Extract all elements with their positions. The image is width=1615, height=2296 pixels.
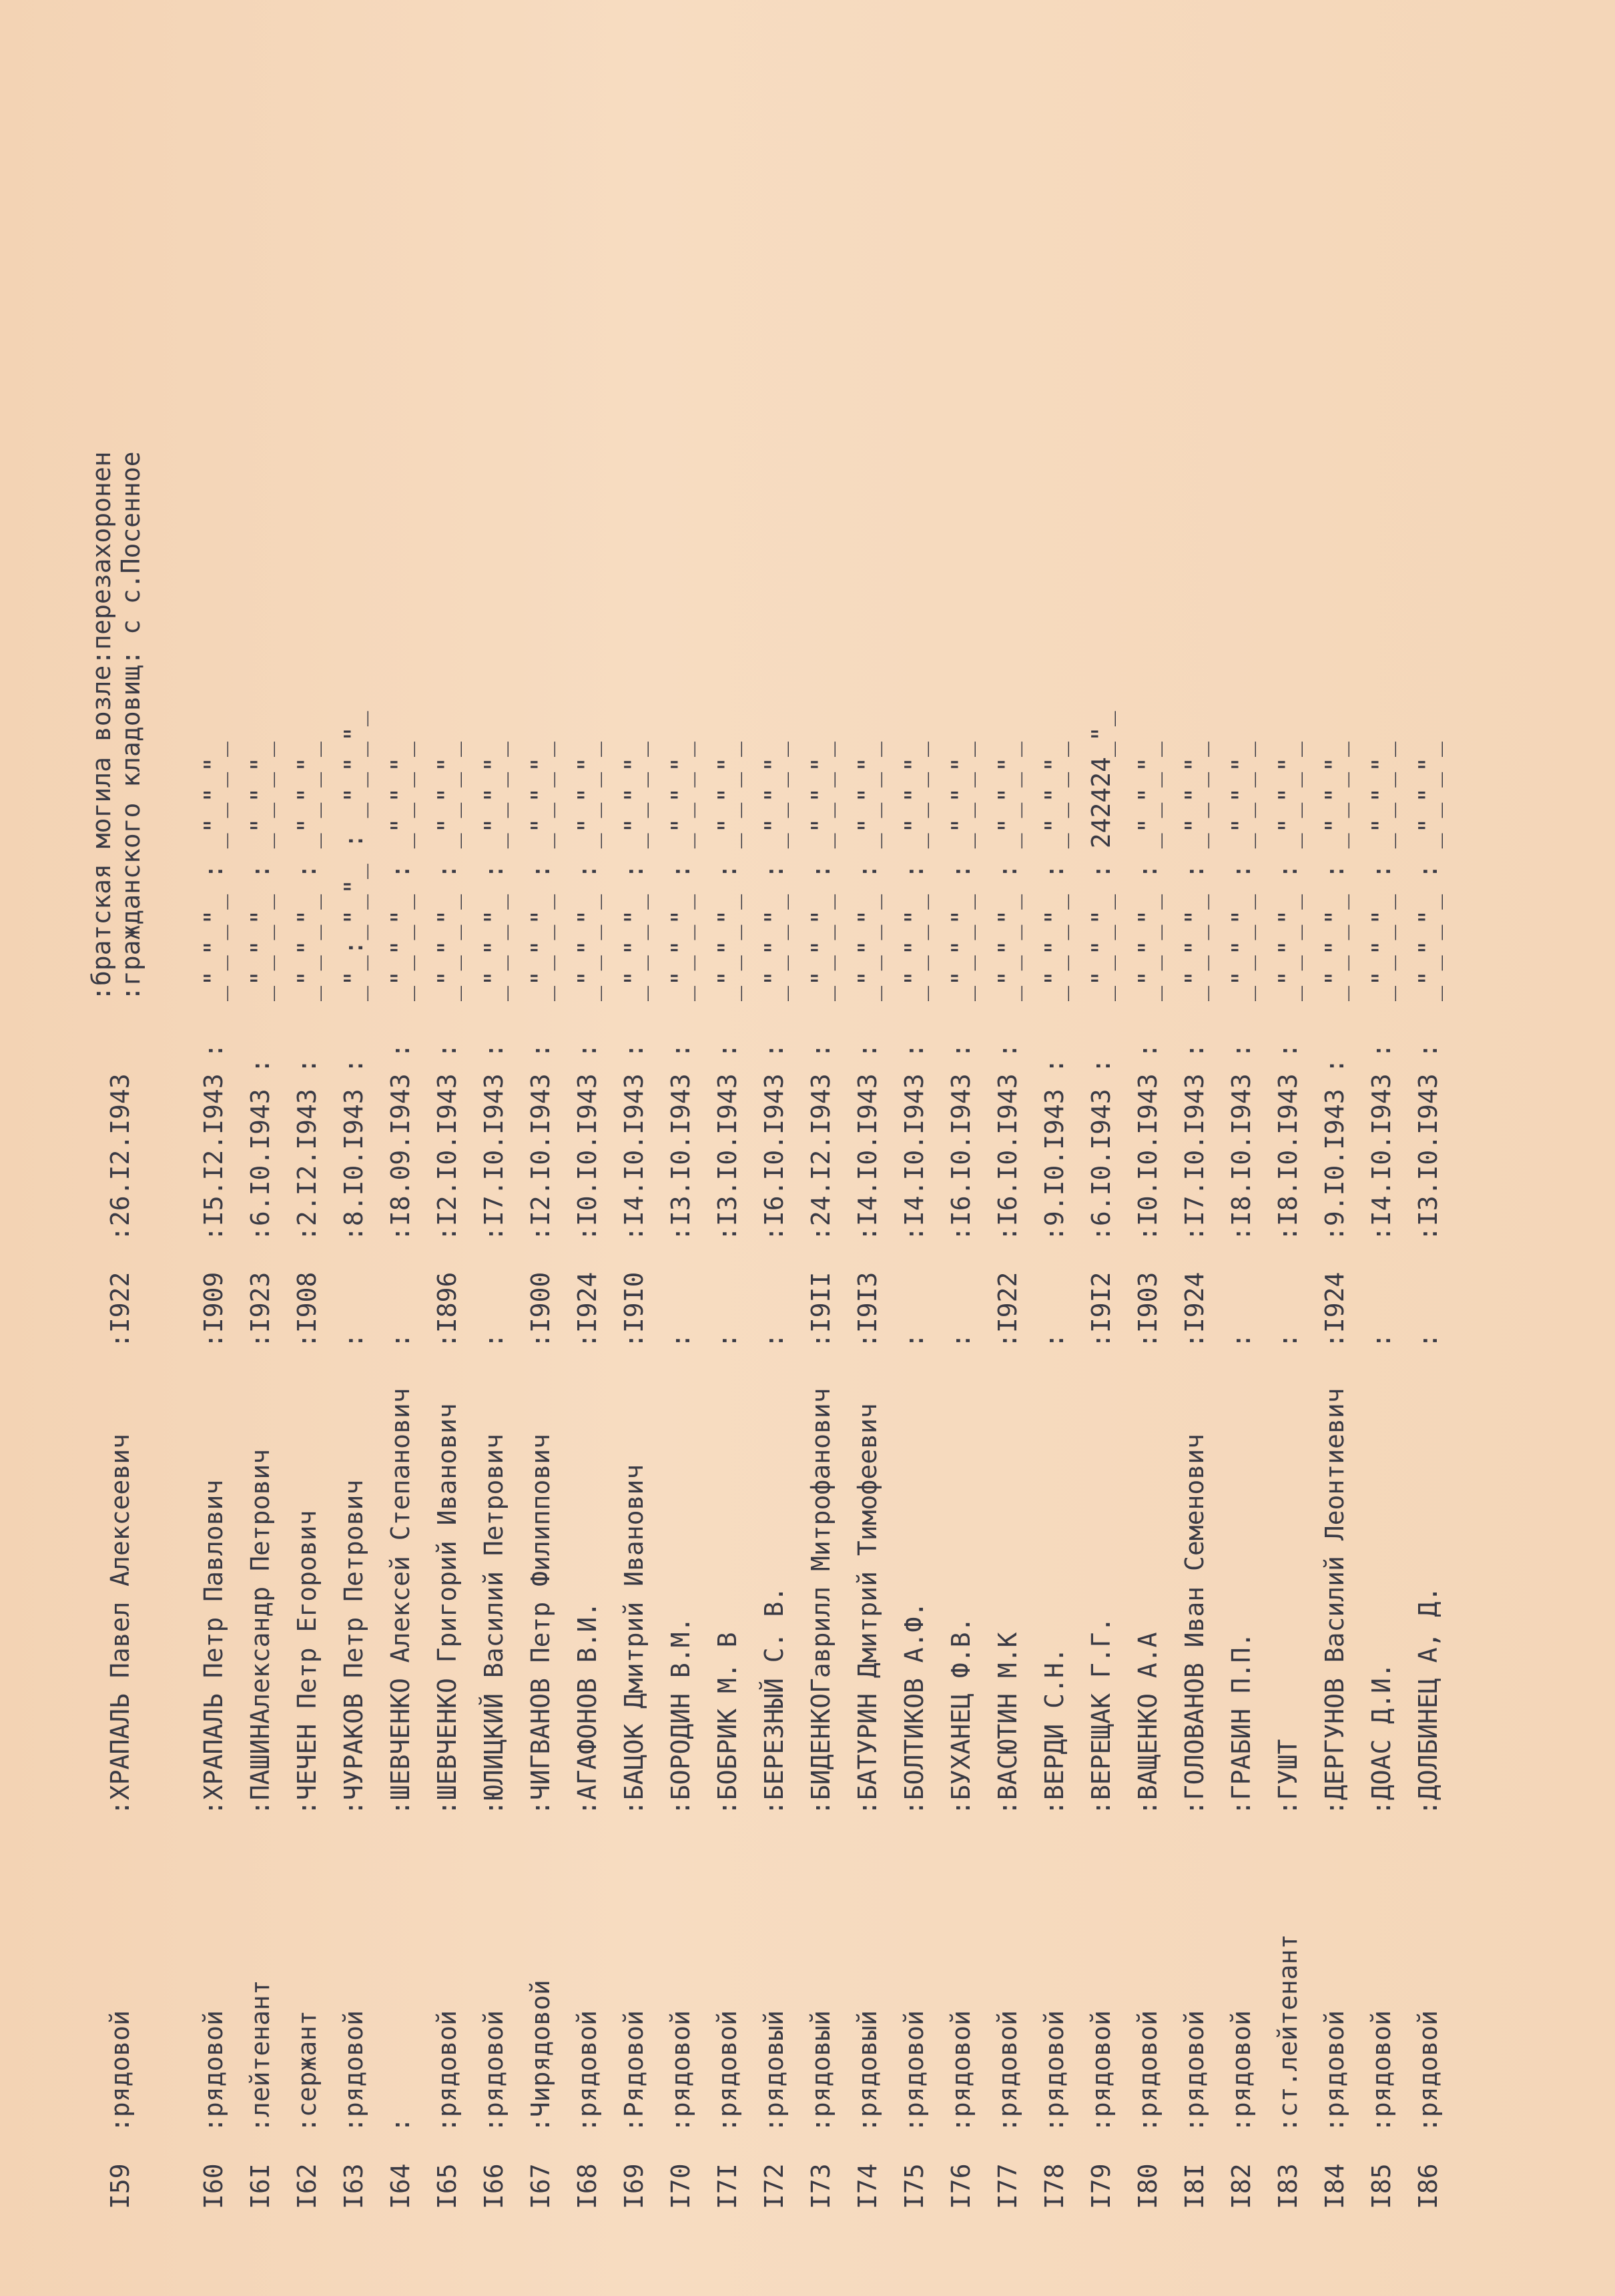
full-name: :АГАФОНОВ В.И. xyxy=(573,1601,602,1815)
birth-year: : xyxy=(386,1333,415,1348)
burial-place: _"_"_"_ : _"_"_"_ xyxy=(713,742,742,1001)
rank: :рядовой xyxy=(1367,2010,1396,2132)
table-row xyxy=(941,0,981,2296)
entry-number: I74 xyxy=(853,2163,882,2209)
birth-year: :I922 xyxy=(105,1271,135,1348)
table-row xyxy=(707,0,747,2296)
table-row xyxy=(334,0,374,2296)
death-date: :I5.I2.I943 : xyxy=(199,1043,228,1241)
death-date: :6.I0.I943 : xyxy=(1086,1058,1116,1241)
death-date: :9.I0.I943 : xyxy=(1040,1058,1069,1241)
full-name: :ДОАС Д.И. xyxy=(1367,1663,1396,1815)
entry-number: I70 xyxy=(666,2163,695,2209)
entry-number: I72 xyxy=(759,2163,789,2209)
table-row xyxy=(521,0,561,2296)
death-date: :I6.I0.I943 : xyxy=(946,1043,976,1241)
burial-place: _"_"_"_ : _"_"_"_ xyxy=(526,742,555,1001)
full-name: :БОБРИК М. В xyxy=(713,1632,742,1815)
table-row xyxy=(567,0,607,2296)
full-name: :ЧИГВАНОВ Петр Филиппович xyxy=(526,1434,555,1815)
burial-place: _"_"_"_ : _"_"_"_ xyxy=(386,742,415,1001)
entry-number: I62 xyxy=(292,2163,322,2209)
table-row xyxy=(848,0,888,2296)
rank: : xyxy=(386,2117,415,2132)
table-row xyxy=(1175,0,1215,2296)
full-name: :БАТУРИН Дмитрий Тимофеевич xyxy=(853,1403,882,1815)
entry-number: I63 xyxy=(339,2163,368,2209)
entry-number: I64 xyxy=(386,2163,415,2209)
full-name: :БАЦОК Дмитрий Иванович xyxy=(619,1464,649,1815)
death-date: :I2.I0.I943 : xyxy=(526,1043,555,1241)
table-row xyxy=(894,0,934,2296)
birth-year: : xyxy=(339,1333,368,1348)
table-row xyxy=(801,0,841,2296)
death-date: :I0.I0.I943 : xyxy=(1133,1043,1163,1241)
table-row xyxy=(240,0,280,2296)
death-date: :24.I2.I943 : xyxy=(806,1043,836,1241)
birth-year: : xyxy=(759,1333,789,1348)
death-date: :2.I2.I943 : xyxy=(292,1058,322,1241)
rank: :рядовой xyxy=(1227,2010,1256,2132)
burial-place: _"_"_"_ : _"_"_"_ xyxy=(993,742,1022,1001)
entry-number: I65 xyxy=(432,2163,462,2209)
table-row xyxy=(1034,0,1074,2296)
burial-place: _"_:_"_"_ : _"_"_"_ xyxy=(339,711,368,1001)
death-date: :I7.I0.I943 : xyxy=(479,1043,509,1241)
entry-number: I75 xyxy=(900,2163,929,2209)
burial-place: _"_"_"_ : _"_"_"_ xyxy=(759,742,789,1001)
death-date: :I0.I0.I943 : xyxy=(573,1043,602,1241)
full-name: :ШЕВЧЕНКО Григорий Иванович xyxy=(432,1403,462,1815)
birth-year: : xyxy=(1040,1333,1069,1348)
burial-place: _"_"_"_ : _"_"_"_ xyxy=(573,742,602,1001)
burial-place: _"_"_"_ : _"_"_"_ xyxy=(1180,742,1209,1001)
birth-year: :I909 xyxy=(199,1271,228,1348)
entry-number: I6I xyxy=(246,2163,275,2209)
death-date: :I7.I0.I943 : xyxy=(1180,1043,1209,1241)
birth-year: :I9I0 xyxy=(619,1271,649,1348)
death-date: :26.I2.I943 xyxy=(105,1073,135,1241)
entry-number: I86 xyxy=(1413,2163,1443,2209)
death-date: :I4.I0.I943 : xyxy=(1367,1043,1396,1241)
full-name: :ЧЕЧЕН Петр Егорович xyxy=(292,1510,322,1815)
rank: :рядовый xyxy=(806,2010,836,2132)
entry-number: I76 xyxy=(946,2163,976,2209)
entry-number: I84 xyxy=(1320,2163,1349,2209)
full-name: :ДОЛБИНЕЦ А, Д. xyxy=(1413,1586,1443,1815)
burial-place: _"_"_"_ : _"_"_"_ xyxy=(1040,742,1069,1001)
burial-place: _"_"_"_ : _"_"_"_ xyxy=(1133,742,1163,1001)
full-name: :ГУШТ xyxy=(1273,1739,1303,1815)
rank: :рядовой xyxy=(1133,2010,1163,2132)
table-row xyxy=(1315,0,1355,2296)
birth-year: :I9I3 xyxy=(853,1271,882,1348)
entry-number: I85 xyxy=(1367,2163,1396,2209)
full-name: :БЕРЕЗНЫЙ С. В. xyxy=(759,1586,789,1815)
entry-number: I59 xyxy=(105,2163,135,2209)
rank: :рядовой xyxy=(1320,2010,1349,2132)
table-row xyxy=(988,0,1028,2296)
rank: :рядовой xyxy=(432,2010,462,2132)
table-row xyxy=(754,0,794,2296)
birth-year: : xyxy=(946,1333,976,1348)
burial-place: _"_"_"_ : _"_"_"_ xyxy=(666,742,695,1001)
death-date: :I3.I0.I943 : xyxy=(666,1043,695,1241)
table-row xyxy=(614,0,654,2296)
full-name: :БОЛТИКОВ А.Ф. xyxy=(900,1601,929,1815)
death-date: :6.I0.I943 : xyxy=(246,1058,275,1241)
full-name: :ЮЛИЦКИЙ Василий Петрович xyxy=(479,1434,509,1815)
entry-number: I69 xyxy=(619,2163,649,2209)
full-name: :ВАЩЕНКО А.А xyxy=(1133,1632,1163,1815)
death-date: :I2.I0.I943 : xyxy=(432,1043,462,1241)
full-name: :ДЕРГУНОВ Василий Леонтиевич xyxy=(1320,1388,1349,1815)
birth-year: :I924 xyxy=(573,1271,602,1348)
full-name: :ШЕВЧЕНКО Алексей Степанович xyxy=(386,1388,415,1815)
rank: :сержант xyxy=(292,2010,322,2132)
birth-year: : xyxy=(1227,1333,1256,1348)
rank: :рядовой xyxy=(339,2010,368,2132)
birth-year: :I903 xyxy=(1133,1271,1163,1348)
birth-year: :I922 xyxy=(993,1271,1022,1348)
entry-number: I80 xyxy=(1133,2163,1163,2209)
burial-place: _"_"_"_ : _"_"_"_ xyxy=(479,742,509,1001)
burial-place: _"_"_"_ : _"_"_"_ xyxy=(432,742,462,1001)
full-name: :ВАСЮТИН М.К xyxy=(993,1632,1022,1815)
entry-number: I82 xyxy=(1227,2163,1256,2209)
full-name: :ЧУРАКОВ Петр Петрович xyxy=(339,1479,368,1815)
burial-place: _"_"_"_ : _"_"_"_ xyxy=(1273,742,1303,1001)
burial-place: _"_"_"_ : _"_"_"_ xyxy=(1227,742,1256,1001)
rank: :рядовой xyxy=(105,2010,135,2132)
rank: :ст.лейтенант xyxy=(1273,1934,1303,2132)
burial-place: _"_"_"_ : _"_"_"_ xyxy=(246,742,275,1001)
birth-year: : xyxy=(1273,1333,1303,1348)
death-date: :I8.09.I943 : xyxy=(386,1043,415,1241)
table-row xyxy=(380,0,420,2296)
full-name: :ХРАПАЛЬ Павел Алексеевич xyxy=(105,1434,135,1815)
full-name: :ГРАБИН П.П. xyxy=(1227,1632,1256,1815)
rank: :Рядовой xyxy=(619,2010,649,2132)
table-row xyxy=(474,0,514,2296)
birth-year: :I9I2 xyxy=(1086,1271,1116,1348)
birth-year: : xyxy=(713,1333,742,1348)
birth-year: :I896 xyxy=(432,1271,462,1348)
birth-year: :I924 xyxy=(1180,1271,1209,1348)
burial-header-line2: :гражданского кладовищ: с с.Посенное xyxy=(116,451,145,1001)
death-date: :8.I0.I943 : xyxy=(339,1058,368,1241)
entry-number: I7I xyxy=(713,2163,742,2209)
burial-place: _"_"_"_ : _"_"_"_ xyxy=(1367,742,1396,1001)
rank: :рядовой xyxy=(713,2010,742,2132)
birth-year: :I9II xyxy=(806,1271,836,1348)
entry-number: I67 xyxy=(526,2163,555,2209)
full-name: :ВЕРЕЩАК Г.Г. xyxy=(1086,1617,1116,1815)
rank: :рядовой xyxy=(573,2010,602,2132)
burial-place: _"_"_"_ : _"_"_"_ xyxy=(900,742,929,1001)
entry-number: I68 xyxy=(573,2163,602,2209)
death-date: :9.I0.I943 : xyxy=(1320,1058,1349,1241)
entry-number: I78 xyxy=(1040,2163,1069,2209)
birth-year: : xyxy=(479,1333,509,1348)
full-name: :ХРАПАЛЬ Петр Павлович xyxy=(199,1479,228,1815)
full-name: :БУХАНЕЦ Ф.В. xyxy=(946,1617,976,1815)
burial-place: _"_"_"_ : _"_"_"_ xyxy=(1413,742,1443,1001)
burial-place: _"_"_"_ : _"_"_"_ xyxy=(1320,742,1349,1001)
birth-year: :I900 xyxy=(526,1271,555,1348)
rank: :рядовой xyxy=(1413,2010,1443,2132)
burial-place: _"_"_"_ : _"_"_"_ xyxy=(619,742,649,1001)
burial-place: _"_"_"_ : _"_"_"_ xyxy=(199,742,228,1001)
death-date: :I4.I0.I943 : xyxy=(900,1043,929,1241)
birth-year: : xyxy=(1413,1333,1443,1348)
entry-number: I79 xyxy=(1086,2163,1116,2209)
burial-place: _"_"_"_ : _"_"_"_ xyxy=(946,742,976,1001)
burial-place: _"_"_"_ : _"_"_"_ xyxy=(292,742,322,1001)
table-row xyxy=(100,0,140,2296)
full-name: :БИДЕНКОГаврилл Митрофанович xyxy=(806,1388,836,1815)
death-date: :I3.I0.I943 : xyxy=(713,1043,742,1241)
burial-place: _"_"_"_ : _"_"_"_ xyxy=(853,742,882,1001)
entry-number: I8I xyxy=(1180,2163,1209,2209)
table-row xyxy=(194,0,234,2296)
birth-year: :I923 xyxy=(246,1271,275,1348)
rank: :рядовой xyxy=(1180,2010,1209,2132)
rank: :рядовой xyxy=(900,2010,929,2132)
death-date: :I6.I0.I943 : xyxy=(759,1043,789,1241)
death-date: :I8.I0.I943 : xyxy=(1273,1043,1303,1241)
entry-number: I73 xyxy=(806,2163,836,2209)
burial-place: _"_"_"_ : 242424_"_ xyxy=(1086,711,1116,1001)
full-name: :ПАШИНАлександр Петрович xyxy=(246,1448,275,1815)
table-row xyxy=(287,0,327,2296)
rank: :рядовой xyxy=(199,2010,228,2132)
rank: :рядовой xyxy=(993,2010,1022,2132)
table-row xyxy=(1268,0,1308,2296)
table-row xyxy=(1081,0,1121,2296)
death-date: :I4.I0.I943 : xyxy=(619,1043,649,1241)
full-name: :ВЕРДИ С.Н. xyxy=(1040,1647,1069,1815)
rank: :рядовой xyxy=(479,2010,509,2132)
death-date: :I8.I0.I943 : xyxy=(1227,1043,1256,1241)
entry-number: I66 xyxy=(479,2163,509,2209)
death-date: :I6.I0.I943 : xyxy=(993,1043,1022,1241)
birth-year: :I924 xyxy=(1320,1271,1349,1348)
burial-header-line1: :братская могила возле:перезахоронен xyxy=(87,451,116,1001)
rank: :рядовый xyxy=(853,2010,882,2132)
table-row xyxy=(1408,0,1448,2296)
full-name: :ГОЛОВАНОВ Иван Семенович xyxy=(1180,1434,1209,1815)
entry-number: I60 xyxy=(199,2163,228,2209)
burial-place: _"_"_"_ : _"_"_"_ xyxy=(806,742,836,1001)
rank: :лейтенант xyxy=(246,1980,275,2132)
rank: :рядовой xyxy=(946,2010,976,2132)
table-row xyxy=(1128,0,1168,2296)
full-name: :БОРОДИН В.М. xyxy=(666,1617,695,1815)
table-row xyxy=(1361,0,1401,2296)
birth-year: : xyxy=(900,1333,929,1348)
table-row xyxy=(1221,0,1261,2296)
rank: :Чирядовой xyxy=(526,1980,555,2132)
rank: :рядовой xyxy=(666,2010,695,2132)
death-date: :I3.I0.I943 : xyxy=(1413,1043,1443,1241)
birth-year: : xyxy=(666,1333,695,1348)
rank: :рядовой xyxy=(1086,2010,1116,2132)
birth-year: : xyxy=(1367,1333,1396,1348)
rank: :рядовый xyxy=(759,2010,789,2132)
death-date: :I4.I0.I943 : xyxy=(853,1043,882,1241)
entry-number: I83 xyxy=(1273,2163,1303,2209)
rank: :рядовой xyxy=(1040,2010,1069,2132)
table-row xyxy=(661,0,701,2296)
entry-number: I77 xyxy=(993,2163,1022,2209)
birth-year: :I908 xyxy=(292,1271,322,1348)
table-row xyxy=(427,0,467,2296)
